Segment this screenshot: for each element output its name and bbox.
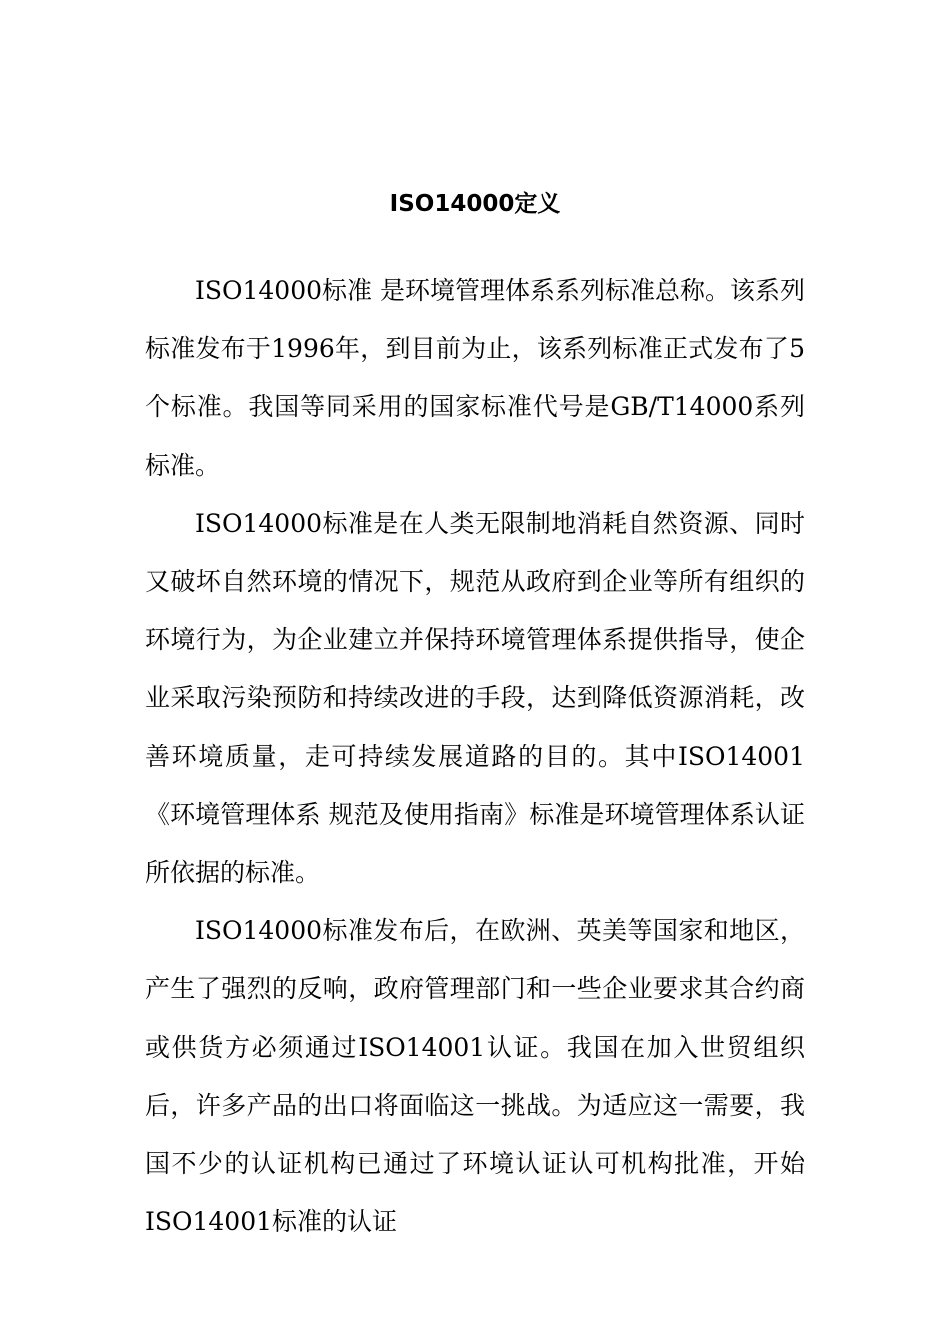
paragraph: ISO14000标准发布后，在欧洲、英美等国家和地区，产生了强烈的反响，政府管理部门和一些企业要求其合约商或供货方必须通过ISO14001认证。我国在加入世贸组织后，许多产品的出口将面临这一挑战。为适应这一需要，我国不少的认证机构已通过了环境认证认可机构批准，开始ISO14001标准的认证: [145, 916, 805, 1237]
document-body: [145, 262, 805, 1251]
paragraph: ISO14000标准 是环境管理体系系列标准总称。该系列标准发布于1996年，到目前为止，该系列标准正式发布了5个标准。我国等同采用的国家标准代号是GB/T14000系列标准。: [145, 276, 805, 480]
paragraph: ISO14000标准是在人类无限制地消耗自然资源、同时又破坏自然环境的情况下，规范从政府到企业等所有组织的环境行为，为企业建立并保持环境管理体系提供指导，使企业采取污染预防和持续改进的手段，达到降低资源消耗，改善环境质量，走可持续发展道路的目的。其中ISO14001《环境管理体系 规范及使用指南》标准是环境管理体系认证所依据的标准。: [145, 508, 805, 888]
document-title: ISO14000定义: [389, 191, 561, 217]
